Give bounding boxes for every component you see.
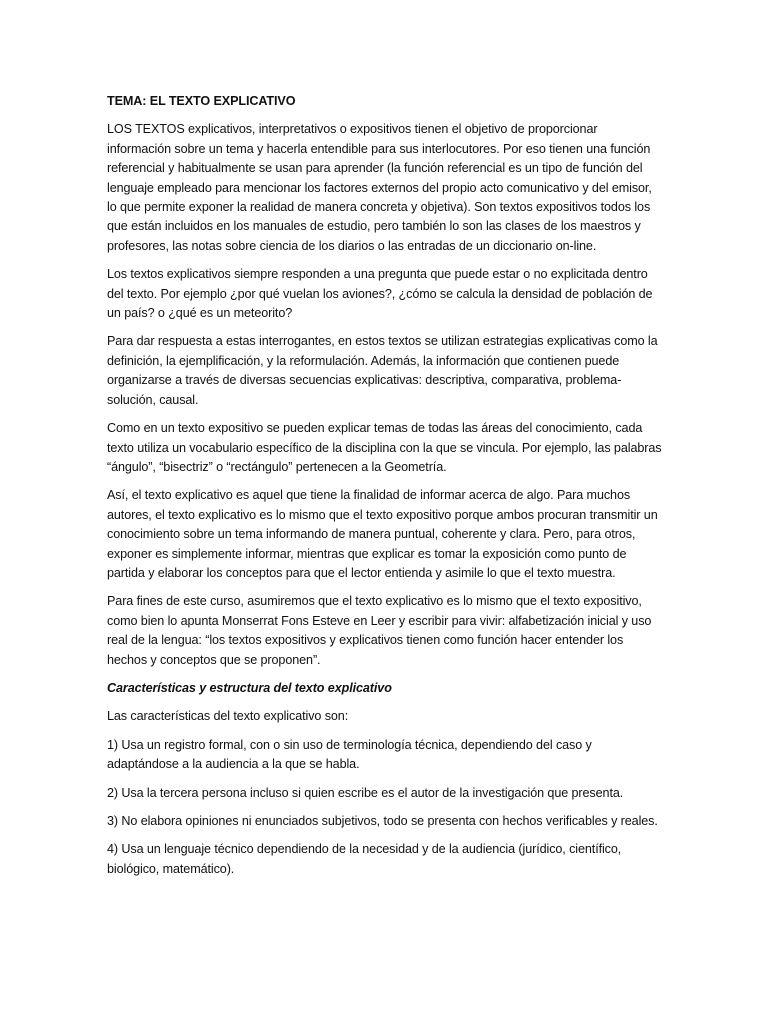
section-heading: Características y estructura del texto explicativo <box>107 680 392 695</box>
paragraph-strategies: Para dar respuesta a estas interrogantes, en estos textos se utilizan estrategias explicativas como la definición, la ejemplificación, y la reformulación. Además, la información que contienen puede organizarse a través de diversas secuencias explicativas: descriptiva, comparativa, problema-solución, causal. <box>107 334 658 407</box>
document-title: TEMA: EL TEXTO EXPLICATIVO <box>107 94 296 108</box>
document-page <box>107 92 663 888</box>
list-item: 3) No elabora opiniones ni enunciados subjetivos, todo se presenta con hechos verificables y reales. <box>107 814 658 828</box>
paragraph-intro: LOS TEXTOS explicativos, interpretativos o expositivos tienen el objetivo de proporcionar información sobre un tema y hacerla entendible para sus interlocutores. Por eso tienen una función referencial y habitualmente se usan para aprender (la función referencial es un tipo de función del lenguaje empleado para mencionar los factores externos del propio acto comunicativo y del emisor, lo que permite exponer la realidad de manera concreta y objetiva). Son textos expositivos todos los que están incluidos en los manuales de estudio, pero también lo son las clases de los maestros y profesores, las notas sobre ciencia de los diarios o las entradas de un diccionario on-line. <box>107 122 652 253</box>
paragraph-questions: Los textos explicativos siempre responden a una pregunta que puede estar o no explicitada dentro del texto. Por ejemplo ¿por qué vuelan los aviones?, ¿cómo se calcula la densidad de población de un país? o ¿qué es un meteorito? <box>107 267 653 321</box>
list-intro: Las características del texto explicativo son: <box>107 709 349 724</box>
paragraph-vocabulary: Como en un texto expositivo se pueden explicar temas de todas las áreas del conocimiento, cada texto utiliza un vocabulario específico de la disciplina con la que se vincula. Por ejemplo, las palabras “ángulo”, “bisectriz” o “rectángulo” pertenecen a la Geometría. <box>107 421 662 474</box>
list-item: 1) Usa un registro formal, con o sin uso de terminología técnica, dependiendo del caso y adaptándose a la audiencia a la que se habla. <box>107 737 592 772</box>
list-item: 2) Usa la tercera persona incluso si quien escribe es el autor de la investigación que presenta. <box>107 785 624 800</box>
paragraph-definition: Así, el texto explicativo es aquel que tiene la finalidad de informar acerca de algo. Para muchos autores, el texto explicativo es lo mismo que el texto expositivo porque ambos procuran transmitir un conocimiento sobre un tema informando de manera puntual, coherente y clara. Pero, para otros, exponer es simplemente informar, mientras que explicar es tomar la exposición como punto de partida y elaborar los conceptos para que el lector entienda y asimile lo que el texto muestra. <box>107 488 658 580</box>
paragraph-course: Para fines de este curso, asumiremos que el texto explicativo es lo mismo que el texto expositivo, como bien lo apunta Monserrat Fons Esteve en Leer y escribir para vivir: alfabetización inicial y uso real de la lengua: “los textos expositivos y explicativos tienen como función hacer entender los hechos y conceptos que se proponen”. <box>107 594 652 667</box>
list-item: 4) Usa un lenguaje técnico dependiendo de la necesidad y de la audiencia (jurídico, científico, biológico, matemático). <box>107 842 622 876</box>
